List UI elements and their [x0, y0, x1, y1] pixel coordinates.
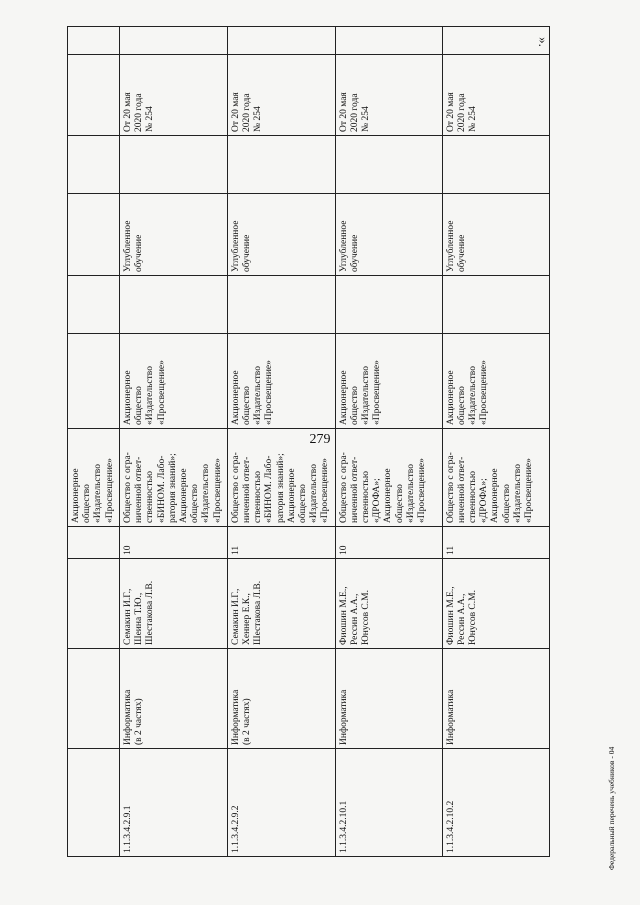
level-cell: Углубленное обучение: [227, 194, 335, 276]
title-cell: Информатика: [442, 649, 549, 749]
continuation-row: [68, 27, 120, 857]
table-cell: [68, 194, 120, 276]
textbook-table-rotated: [67, 27, 535, 857]
code-cell: 1.1.3.4.2.9.2: [227, 749, 335, 857]
extra-cell: [335, 276, 442, 334]
order-cell: От 20 мая 2020 года № 254: [335, 55, 442, 136]
publisher-cell: Общество с огра- ниченной ответ- ственностью «ДРОФА»; Акционерное общество «Издательство «Просвещение»: [442, 429, 549, 527]
table-cell: [68, 749, 120, 857]
authors-cell: Фиошин М.Е., Рессин А.А., Юнусов С.М.: [335, 559, 442, 649]
page-number: 279: [309, 432, 331, 447]
grade-cell: 10: [120, 527, 228, 559]
closing-quote: ».: [535, 37, 551, 47]
last-cell: [442, 27, 549, 55]
order-cell: От 20 мая 2020 года № 254: [442, 55, 549, 136]
grade-cell: 11: [442, 527, 549, 559]
blank-cell: [442, 136, 549, 194]
table-cell: [68, 27, 120, 55]
table-cell: [68, 276, 120, 334]
extra-cell: [227, 276, 335, 334]
publisher-cell: Общество с огра- ниченной ответ- ственностью «БИНОМ. Лабо- ратория знаний»; Акционерное общество «Издательство «Просвещение»: [227, 429, 335, 527]
last-cell: [120, 27, 228, 55]
extra-cell: [120, 276, 228, 334]
authors-cell: Семакин И.Г., Хеннер Е.К., Шестакова Л.В.: [227, 559, 335, 649]
level-cell: Углубленное обучение: [335, 194, 442, 276]
authors-cell: Семакин И.Г., Шеина Т.Ю., Шестакова Л.В.: [120, 559, 228, 649]
publisher2-cell: Акционерное общество «Издательство «Просвещение»: [227, 334, 335, 429]
code-cell: 1.1.3.4.2.10.2: [442, 749, 549, 857]
title-cell: Информатика (в 2 частях): [120, 649, 228, 749]
title-cell: Информатика (в 2 частях): [227, 649, 335, 749]
table-cell: [68, 334, 120, 429]
blank-cell: [335, 136, 442, 194]
extra-cell: [442, 276, 549, 334]
code-cell: 1.1.3.4.2.9.1: [120, 749, 228, 857]
order-cell: От 20 мая 2020 года № 254: [227, 55, 335, 136]
grade-cell: 10: [335, 527, 442, 559]
publisher2-cell: Акционерное общество «Издательство «Просвещение»: [120, 334, 228, 429]
publisher2-cell: Акционерное общество «Издательство «Просвещение»: [335, 334, 442, 429]
code-cell: 1.1.3.4.2.10.1: [335, 749, 442, 857]
table-row: [227, 27, 335, 857]
table-cell: [68, 55, 120, 136]
table-cell: [68, 559, 120, 649]
continuation-publisher: Акционерное общество «Издательство «Просвещение»: [71, 458, 115, 523]
table-row: [442, 27, 549, 857]
textbook-table: [67, 26, 550, 857]
table-cell: [68, 527, 120, 559]
level-cell: Углубленное обучение: [442, 194, 549, 276]
publisher-cell: Общество с огра- ниченной ответ- ственностью «БИНОМ. Лабо- ратория знаний»; Акционерное общество «Издательство «Просвещение»: [120, 429, 228, 527]
publisher-cell: Общество с огра- ниченной ответ- ственностью «ДРОФА»; Акционерное общество «Издательство «Просвещение»: [335, 429, 442, 527]
authors-cell: Фиошин М.Е., Рессин А.А., Юнусов С.М.: [442, 559, 549, 649]
table-cell: [68, 649, 120, 749]
last-cell: [227, 27, 335, 55]
level-cell: Углубленное обучение: [120, 194, 228, 276]
publisher2-cell: Акционерное общество «Издательство «Просвещение»: [442, 334, 549, 429]
order-cell: От 20 мая 2020 года № 254: [120, 55, 228, 136]
table-cell: [68, 136, 120, 194]
footer-text: Федеральный перечень учебников - 04: [607, 746, 616, 870]
table-row: [120, 27, 228, 857]
blank-cell: [120, 136, 228, 194]
table-cell: [68, 429, 120, 527]
title-cell: Информатика: [335, 649, 442, 749]
table-row: [335, 27, 442, 857]
blank-cell: [227, 136, 335, 194]
last-cell: [335, 27, 442, 55]
grade-cell: 11: [227, 527, 335, 559]
